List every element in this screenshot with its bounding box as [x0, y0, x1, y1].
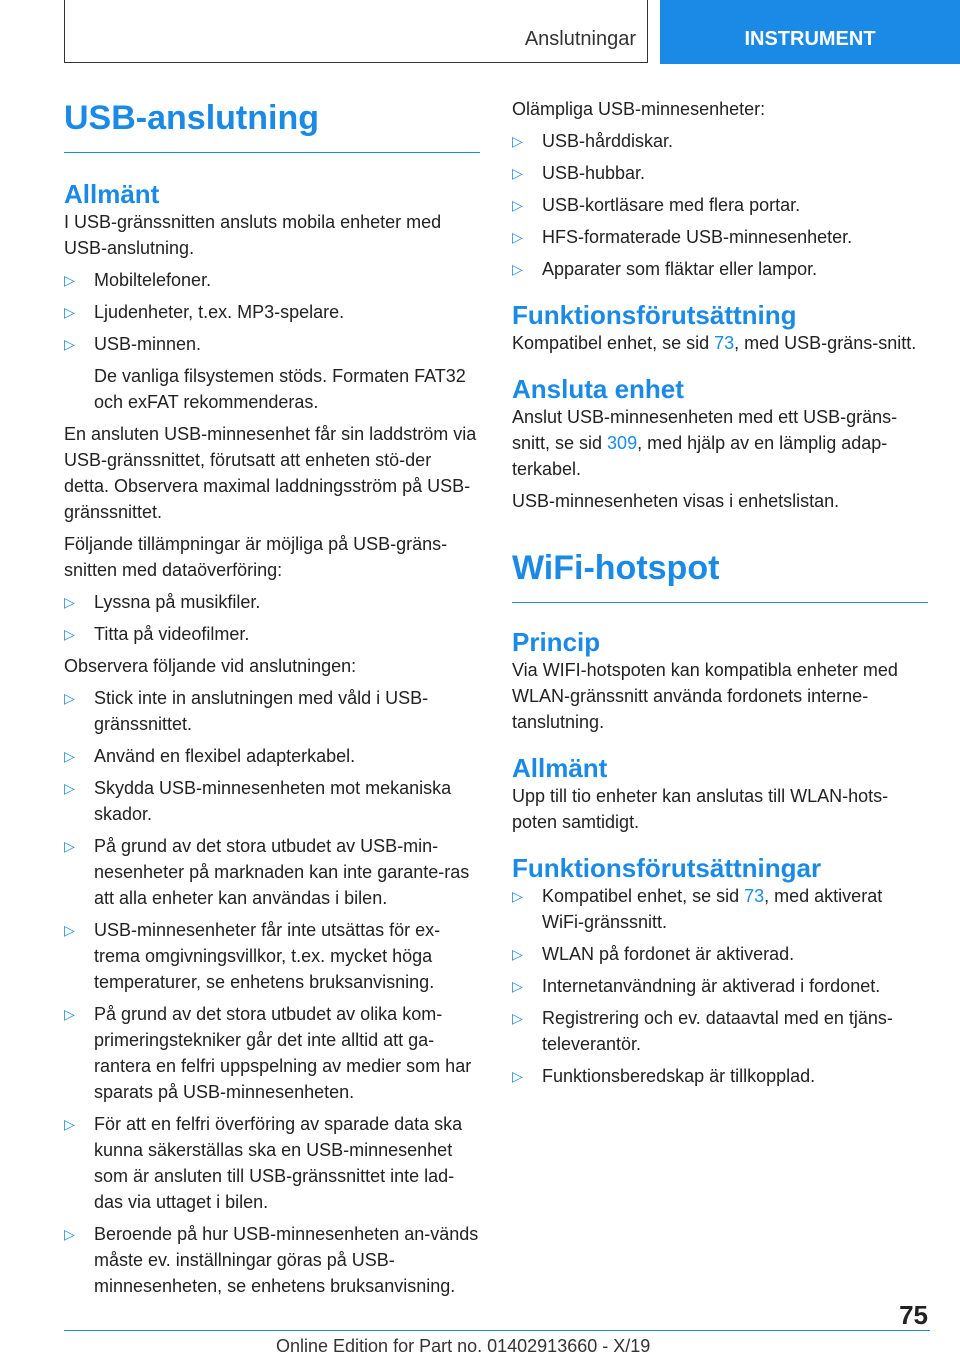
heading-usb-anslutning: USB-anslutning	[64, 96, 480, 153]
triangle-bullet-icon: ▷	[512, 1010, 523, 1026]
triangle-bullet-icon: ▷	[512, 197, 523, 213]
heading-wifi-hotspot: WiFi-hotspot	[512, 546, 928, 603]
triangle-bullet-icon: ▷	[64, 748, 75, 764]
footer-divider	[64, 1330, 930, 1331]
triangle-bullet-icon: ▷	[64, 336, 75, 352]
list-item: ▷ Lyssna på musikfiler.	[64, 589, 480, 615]
page-reference-link[interactable]: 73	[744, 886, 765, 906]
list-item: ▷ Mobiltelefoner.	[64, 267, 480, 293]
list-item: ▷ Apparater som fläktar eller lampor.	[512, 256, 928, 282]
triangle-bullet-icon: ▷	[64, 922, 75, 938]
list-item: ▷ Ljudenheter, t.ex. MP3-spelare.	[64, 299, 480, 325]
bullet-list	[512, 883, 928, 1089]
paragraph: Följande tillämpningar är möjliga på USB-gräns-snitten med dataöverföring:	[64, 534, 448, 580]
triangle-bullet-icon: ▷	[64, 690, 75, 706]
footer-edition: Online Edition for Part no. 01402913660 - X/19	[276, 1336, 651, 1356]
list-item: ▷ WLAN på fordonet är aktiverad.	[512, 941, 928, 967]
triangle-bullet-icon: ▷	[512, 261, 523, 277]
list-item: ▷ På grund av det stora utbudet av olika kom-primeringstekniker går det inte alltid att ga-rantera en felfri uppspelning av medier som har sparats på USB-minnesenheten.	[64, 1001, 480, 1105]
list-item: ▷ USB-minnen. De vanliga filsystemen stöds. Formaten FAT32 och exFAT rekommenderas.	[64, 331, 480, 415]
list-item: ▷ USB-minnesenheter får inte utsättas för ex-trema omgivningsvillkor, t.ex. mycket höga temperaturer, se enhetens bruksanvisning.	[64, 917, 480, 995]
list-item-subtext: De vanliga filsystemen stöds. Formaten FAT32 och exFAT rekommenderas.	[94, 366, 466, 412]
list-item: ▷ Skydda USB-minnesenheten mot mekaniska skador.	[64, 775, 480, 827]
triangle-bullet-icon: ▷	[64, 780, 75, 796]
page-number: 75	[899, 1300, 928, 1330]
heading-allmant: Allmänt	[64, 179, 160, 209]
list-item: ▷ HFS-formaterade USB-minnesenheter.	[512, 224, 928, 250]
list-item: ▷ Registrering och ev. dataavtal med en tjäns-televerantör.	[512, 1005, 928, 1057]
paragraph: En ansluten USB-minnesenhet får sin laddström via USB-gränssnittet, förutsatt att enheten stö-der detta. Observera maximal laddningsström på USB-gränssnittet.	[64, 424, 477, 522]
list-item: ▷ Kompatibel enhet, se sid 73, med aktiverat WiFi-gränssnitt.	[512, 883, 928, 935]
paragraph: Anslut USB-minnesenheten med ett USB-gräns-snitt, se sid 309, med hjälp av en lämplig adap-terkabel.	[512, 407, 898, 479]
list-item: ▷ För att en felfri överföring av sparade data ska kunna säkerställas ska en USB-minnesenhet som är ansluten till USB-gränssnittet inte lad-das via uttaget i bilen.	[64, 1111, 480, 1215]
right-column	[512, 96, 928, 1095]
paragraph: I USB-gränssnitten ansluts mobila enheter med USB-anslutning.	[64, 212, 442, 258]
triangle-bullet-icon: ▷	[64, 594, 75, 610]
list-item: ▷ Stick inte in anslutningen med våld i USB-gränssnittet.	[64, 685, 480, 737]
header-section-title: Anslutningar	[524, 28, 636, 50]
heading-funktionsforutsattning: Funktionsförutsättning	[512, 300, 797, 330]
list-item: ▷ USB-kortläsare med flera portar.	[512, 192, 928, 218]
list-item: ▷ Använd en flexibel adapterkabel.	[64, 743, 480, 769]
paragraph: Observera följande vid anslutningen:	[64, 656, 357, 676]
page-reference-link[interactable]: 73	[714, 333, 735, 353]
list-item: ▷ På grund av det stora utbudet av USB-min-nesenheter på marknaden kan inte garante-ras att alla enheter kan användas i bilen.	[64, 833, 480, 911]
paragraph: Upp till tio enheter kan anslutas till WLAN-hots-poten samtidigt.	[512, 786, 889, 832]
triangle-bullet-icon: ▷	[64, 304, 75, 320]
heading-allmant-wifi: Allmänt	[512, 753, 608, 783]
list-item: ▷ USB-hubbar.	[512, 160, 928, 186]
bullet-list	[64, 589, 480, 647]
heading-ansluta-enhet: Ansluta enhet	[512, 374, 684, 404]
triangle-bullet-icon: ▷	[512, 888, 523, 904]
bullet-list	[512, 128, 928, 282]
triangle-bullet-icon: ▷	[512, 133, 523, 149]
paragraph: Via WIFI-hotspoten kan kompatibla enheter med WLAN-gränssnitt använda fordonets interne-tanslutning.	[512, 660, 898, 732]
triangle-bullet-icon: ▷	[64, 272, 75, 288]
heading-princip: Princip	[512, 627, 601, 657]
heading-funktionsforutsattningar: Funktionsförutsättningar	[512, 853, 822, 883]
triangle-bullet-icon: ▷	[512, 1068, 523, 1084]
bullet-list	[64, 685, 480, 1299]
triangle-bullet-icon: ▷	[64, 838, 75, 854]
list-item: ▷ Internetanvändning är aktiverad i fordonet.	[512, 973, 928, 999]
page-reference-link[interactable]: 309	[607, 433, 638, 453]
triangle-bullet-icon: ▷	[64, 626, 75, 642]
list-item: ▷ Beroende på hur USB-minnesenheten an-vänds måste ev. inställningar göras på USB-minnesenheten, se enhetens bruksanvisning.	[64, 1221, 480, 1299]
triangle-bullet-icon: ▷	[64, 1116, 75, 1132]
paragraph: USB-minnesenheten visas i enhetslistan.	[512, 491, 840, 511]
list-item: ▷ USB-hårddiskar.	[512, 128, 928, 154]
list-item: ▷ Funktionsberedskap är tillkopplad.	[512, 1063, 928, 1089]
triangle-bullet-icon: ▷	[512, 978, 523, 994]
triangle-bullet-icon: ▷	[512, 165, 523, 181]
triangle-bullet-icon: ▷	[512, 946, 523, 962]
paragraph: Olämpliga USB-minnesenheter:	[512, 99, 766, 119]
triangle-bullet-icon: ▷	[512, 229, 523, 245]
paragraph: Kompatibel enhet, se sid 73, med USB-gräns-snitt.	[512, 333, 917, 353]
left-column	[64, 96, 480, 1305]
list-item: ▷ Titta på videofilmer.	[64, 621, 480, 647]
bullet-list	[64, 267, 480, 415]
triangle-bullet-icon: ▷	[64, 1226, 75, 1242]
triangle-bullet-icon: ▷	[64, 1006, 75, 1022]
header-chapter-tab[interactable]: INSTRUMENT	[660, 0, 960, 64]
